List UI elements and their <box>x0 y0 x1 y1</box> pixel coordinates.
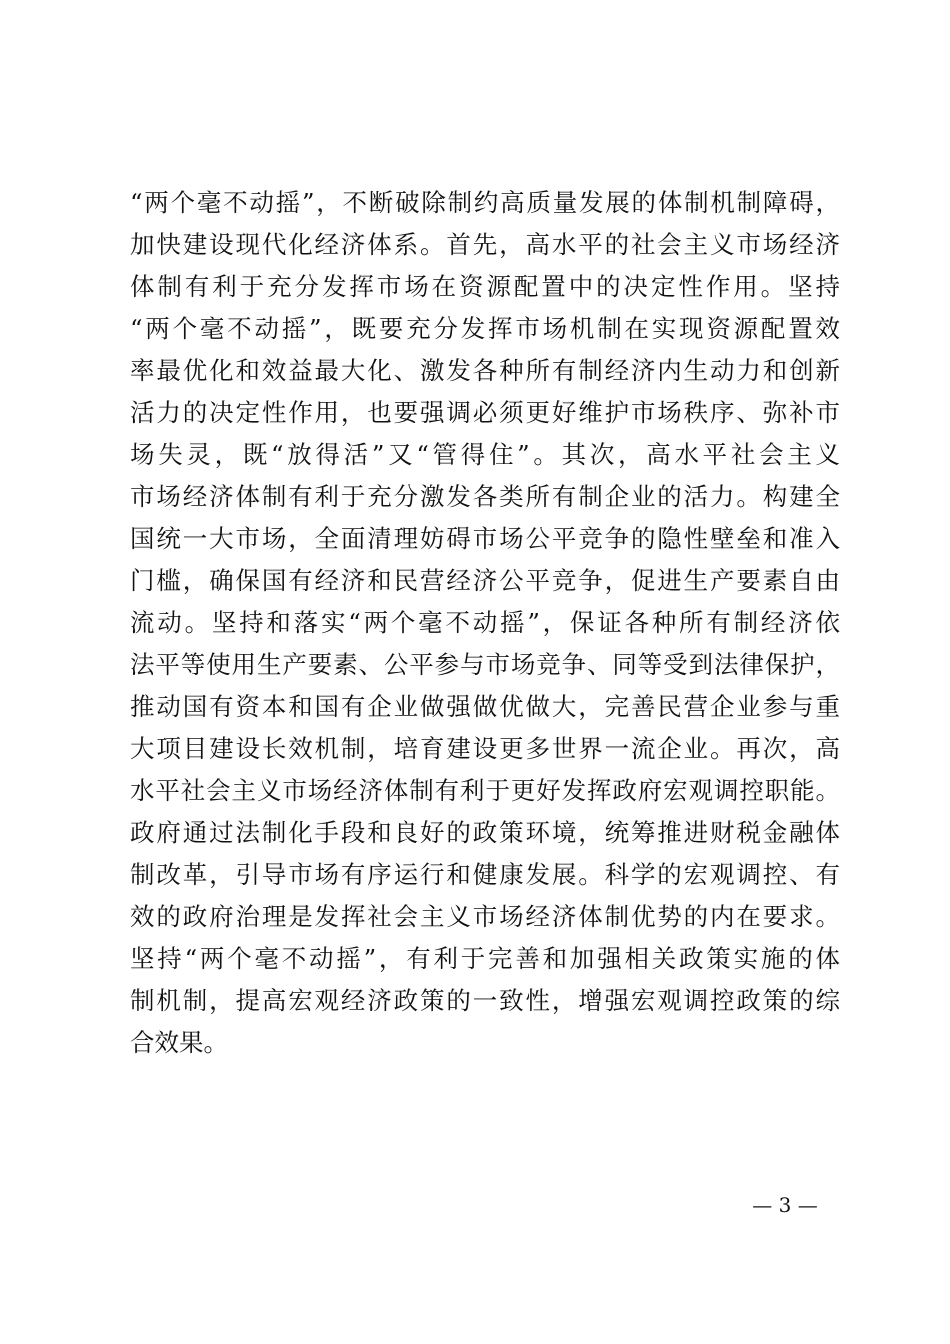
text-line: 率最优化和效益最大化、激发各种所有制经济内生动力和创新 <box>130 356 840 385</box>
text-line: 合效果。 <box>130 1028 228 1057</box>
text-line: 市场经济体制有利于充分激发各类所有制企业的活力。构建全 <box>130 482 840 511</box>
text-line: 门槛，确保国有经济和民营经济公平竞争，促进生产要素自由 <box>130 566 840 595</box>
text-line: 坚持“两个毫不动摇”，有利于完善和加强相关政策实施的体 <box>130 944 840 973</box>
page-number: — 3 — <box>752 1193 818 1217</box>
text-line: 水平社会主义市场经济体制有利于更好发挥政府宏观调控职能。 <box>130 776 840 805</box>
text-line: 推动国有资本和国有企业做强做优做大，完善民营企业参与重 <box>130 692 840 721</box>
text-line: 活力的决定性作用，也要强调必须更好维护市场秩序、弥补市 <box>130 398 840 427</box>
text-line: 法平等使用生产要素、公平参与市场竞争、同等受到法律保护， <box>130 650 840 679</box>
text-line: 体制有利于充分发挥市场在资源配置中的决定性作用。坚持 <box>130 272 840 301</box>
body-paragraph <box>130 182 840 1064</box>
text-line: 政府通过法制化手段和良好的政策环境，统筹推进财税金融体 <box>130 818 840 847</box>
text-line: 场失灵，既“放得活”又“管得住”。其次，高水平社会主义 <box>130 440 840 469</box>
text-line: 流动。坚持和落实“两个毫不动摇”，保证各种所有制经济依 <box>130 608 840 637</box>
text-line: “两个毫不动摇”，不断破除制约高质量发展的体制机制障碍， <box>130 188 840 217</box>
text-line: 效的政府治理是发挥社会主义市场经济体制优势的内在要求。 <box>130 902 840 931</box>
text-line: 国统一大市场，全面清理妨碍市场公平竞争的隐性壁垒和准入 <box>130 524 840 553</box>
text-line: 制改革，引导市场有序运行和健康发展。科学的宏观调控、有 <box>130 860 840 889</box>
text-line: 加快建设现代化经济体系。首先，高水平的社会主义市场经济 <box>130 230 840 259</box>
text-line: 制机制，提高宏观经济政策的一致性，增强宏观调控政策的综 <box>130 986 840 1015</box>
text-line: “两个毫不动摇”，既要充分发挥市场机制在实现资源配置效 <box>130 314 840 343</box>
text-line: 大项目建设长效机制，培育建设更多世界一流企业。再次，高 <box>130 734 840 763</box>
